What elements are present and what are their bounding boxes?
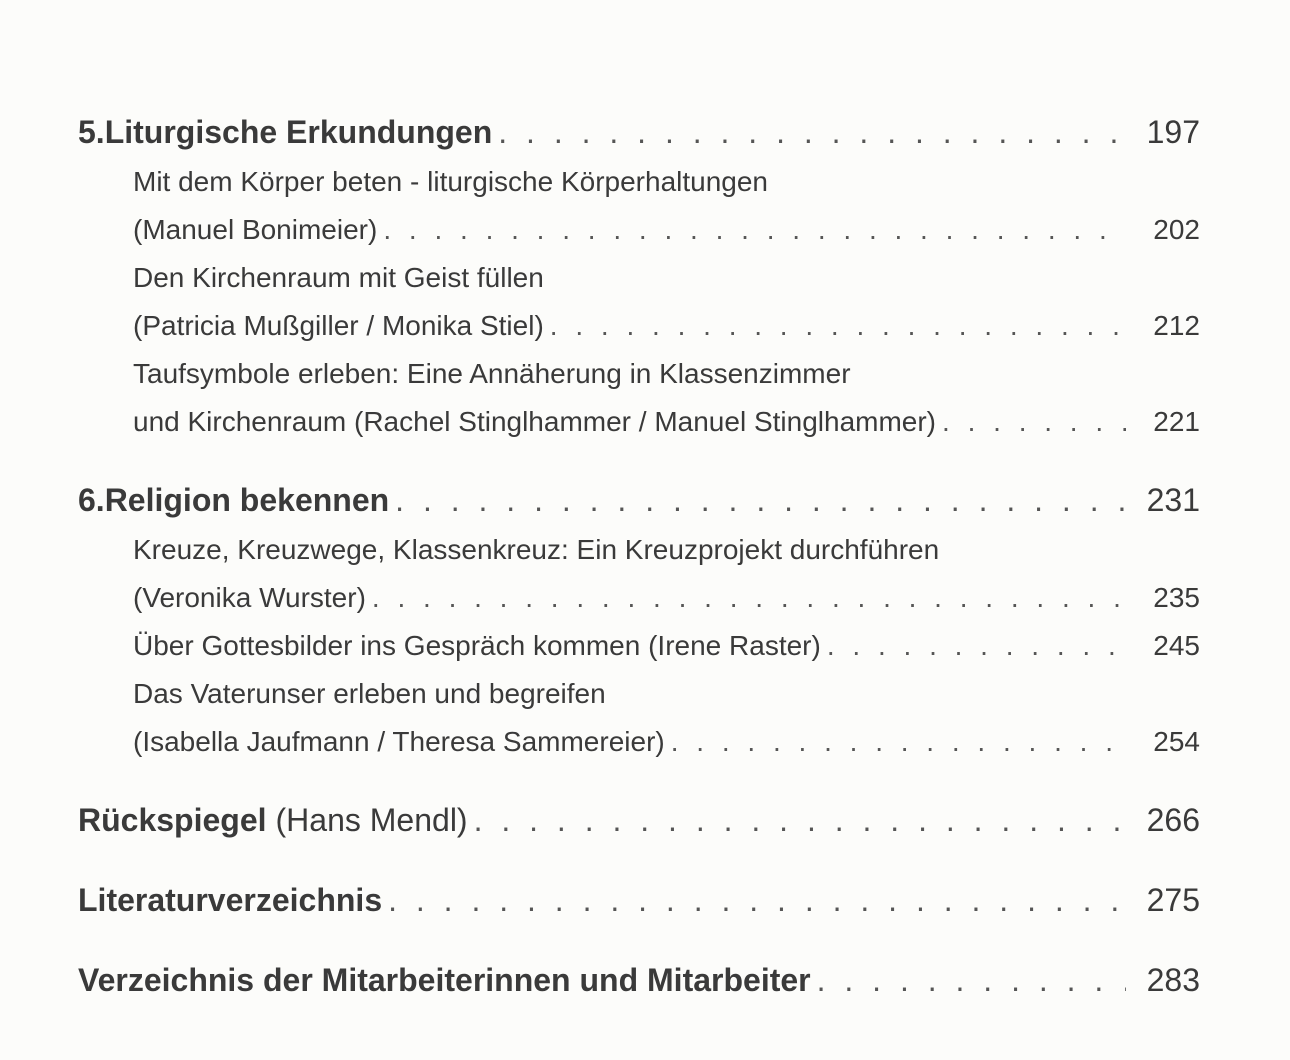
toc-literaturverzeichnis	[78, 884, 1200, 916]
entry-author-line: und Kirchenraum (Rachel Stinglhammer / Manuel Stinglhammer)	[133, 406, 937, 437]
entry-title-line: Kreuze, Kreuzwege, Klassenkreuz: Ein Kreuzprojekt durchführen	[133, 534, 940, 565]
entry-title-line: Das Vaterunser erleben und begreifen	[133, 678, 606, 709]
toc-entry	[133, 216, 1200, 244]
page-number: 235	[1153, 582, 1200, 613]
toc-entry-title	[133, 168, 1200, 196]
toc-entry	[133, 312, 1200, 340]
section-number: 6.	[78, 482, 105, 518]
entry-author-line: (Isabella Jaufmann / Theresa Sammereier)	[133, 726, 665, 757]
section-title: Liturgische Erkundungen	[104, 114, 493, 150]
toc-rueckspiegel	[78, 804, 1200, 836]
entry-title: Verzeichnis der Mitarbeiterinnen und Mitarbeiter	[78, 962, 811, 998]
dot-leader	[498, 116, 1126, 148]
page-number: 275	[1146, 882, 1200, 918]
toc-entry-title	[133, 680, 1200, 708]
entry-author-line: (Manuel Bonimeier)	[133, 214, 378, 245]
dot-leader	[383, 216, 1126, 244]
dot-leader	[671, 728, 1126, 756]
page-number: 197	[1146, 114, 1200, 150]
toc-entry	[133, 728, 1200, 756]
entry-title-line: Mit dem Körper beten - liturgische Körperhaltungen	[133, 166, 769, 197]
dot-leader	[474, 804, 1126, 836]
toc-entry	[133, 632, 1200, 660]
toc-section-6	[78, 484, 1200, 516]
page-number: 254	[1153, 726, 1200, 757]
dot-leader	[817, 964, 1126, 996]
page-number: 212	[1153, 310, 1200, 341]
entry-title: Rückspiegel	[78, 802, 267, 838]
toc-mitarbeiterverzeichnis	[78, 964, 1200, 996]
entry-author: (Hans Mendl)	[275, 802, 468, 838]
page-number: 283	[1146, 962, 1200, 998]
page-number: 202	[1153, 214, 1200, 245]
toc-entry	[133, 584, 1200, 612]
entry-author-line: Über Gottesbilder ins Gespräch kommen (Irene Raster)	[133, 630, 821, 661]
section-number: 5.	[78, 114, 105, 150]
dot-leader	[372, 584, 1126, 612]
toc-entry-title	[133, 264, 1200, 292]
toc-entry-title	[133, 360, 1200, 388]
page-number: 266	[1146, 802, 1200, 838]
dot-leader	[395, 484, 1126, 516]
entry-title: Literaturverzeichnis	[78, 882, 383, 918]
entry-title-line: Den Kirchenraum mit Geist füllen	[133, 262, 544, 293]
entry-title-line: Taufsymbole erleben: Eine Annäherung in Klassenzimmer	[133, 358, 851, 389]
dot-leader	[550, 312, 1126, 340]
page-number: 231	[1146, 482, 1200, 518]
toc-entry-title	[133, 536, 1200, 564]
section-title: Religion bekennen	[104, 482, 390, 518]
dot-leader	[942, 408, 1126, 436]
dot-leader	[388, 884, 1126, 916]
dot-leader	[827, 632, 1126, 660]
page-number: 221	[1153, 406, 1200, 437]
entry-author-line: (Veronika Wurster)	[133, 582, 366, 613]
page-number: 245	[1153, 630, 1200, 661]
toc-entry	[133, 408, 1200, 436]
toc-section-5	[78, 116, 1200, 148]
entry-author-line: (Patricia Mußgiller / Monika Stiel)	[133, 310, 544, 341]
